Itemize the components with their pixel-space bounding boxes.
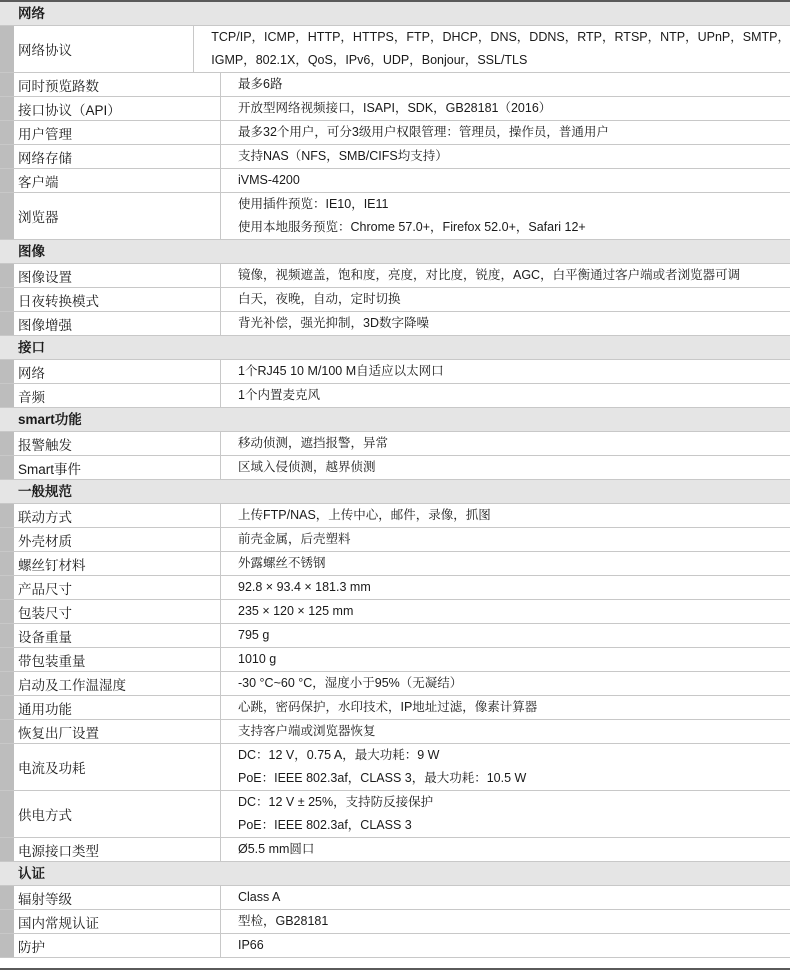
spec-value-line: 上传FTP/NAS，上传中心，邮件，录像，抓图 <box>238 508 491 522</box>
spec-label: 产品尺寸 <box>0 576 220 599</box>
spec-value-line: iVMS-4200 <box>238 173 300 187</box>
spec-label: 包装尺寸 <box>0 600 220 623</box>
spec-label: 网络协议 <box>0 26 193 72</box>
spec-label: 浏览器 <box>0 193 220 239</box>
spec-value-line: 白天，夜晚，自动，定时切换 <box>238 292 401 306</box>
spec-label: 图像增强 <box>0 312 220 335</box>
spec-value-line: 移动侦测，遮挡报警，异常 <box>238 436 389 450</box>
section-title: smart功能 <box>18 412 82 427</box>
spec-row <box>0 97 790 121</box>
spec-label: 网络 <box>0 360 220 383</box>
spec-value-line: IGMP，802.1X，QoS，IPv6，UDP，Bonjour，SSL/TLS <box>211 53 528 67</box>
spec-row <box>0 360 790 384</box>
spec-value <box>220 600 790 623</box>
spec-value-line: 支持NAS（NFS，SMB/CIFS均支持） <box>238 149 448 163</box>
spec-value <box>220 934 790 957</box>
spec-label: 外壳材质 <box>0 528 220 551</box>
spec-value <box>193 26 790 72</box>
spec-value-line: 区域入侵侦测，越界侦测 <box>238 460 376 474</box>
spec-value-line: 型检，GB28181 <box>238 914 329 928</box>
section-header <box>0 240 790 264</box>
spec-label: 网络存储 <box>0 145 220 168</box>
spec-value-line: 支持客户端或浏览器恢复 <box>238 724 376 738</box>
spec-value-line: 外露螺丝不锈钢 <box>238 556 326 570</box>
spec-value-line: IP66 <box>238 938 264 952</box>
spec-row <box>0 528 790 552</box>
spec-row <box>0 910 790 934</box>
spec-row <box>0 838 790 862</box>
section-title: 网络 <box>18 6 45 21</box>
spec-row <box>0 720 790 744</box>
spec-value <box>220 432 790 455</box>
spec-row <box>0 312 790 336</box>
spec-value-line: TCP/IP，ICMP，HTTP，HTTPS，FTP，DHCP，DNS，DDNS，RTP，RTSP，NTP，UPnP，SMTP， <box>211 30 790 44</box>
spec-value <box>220 193 790 239</box>
spec-row <box>0 600 790 624</box>
spec-value-line: -30 °C~60 °C，湿度小于95%（无凝结） <box>238 676 463 690</box>
spec-value <box>220 648 790 671</box>
spec-row <box>0 264 790 288</box>
spec-value-line: Class A <box>238 890 281 904</box>
spec-value-line: PoE：IEEE 802.3af，CLASS 3 <box>238 818 412 832</box>
spec-row <box>0 504 790 528</box>
section-title: 接口 <box>18 340 45 355</box>
spec-label: 恢复出厂设置 <box>0 720 220 743</box>
spec-row <box>0 432 790 456</box>
spec-label: 设备重量 <box>0 624 220 647</box>
spec-value <box>220 97 790 120</box>
spec-row <box>0 193 790 240</box>
spec-label: 接口协议（API） <box>0 97 220 120</box>
spec-row <box>0 73 790 97</box>
spec-row <box>0 624 790 648</box>
spec-row <box>0 456 790 480</box>
spec-value-line: 最多32个用户，可分3级用户权限管理：管理员，操作员，普通用户 <box>238 125 609 139</box>
spec-label: 通用功能 <box>0 696 220 719</box>
spec-value <box>220 838 790 861</box>
spec-value <box>220 528 790 551</box>
section-title: 图像 <box>18 244 45 259</box>
spec-value <box>220 456 790 479</box>
spec-value-line: 1个RJ45 10 M/100 M自适应以太网口 <box>238 364 444 378</box>
spec-row <box>0 696 790 720</box>
spec-label: 日夜转换模式 <box>0 288 220 311</box>
spec-value <box>220 121 790 144</box>
spec-value <box>220 169 790 192</box>
spec-value-line: 1010 g <box>238 652 277 666</box>
section-header <box>0 408 790 432</box>
spec-value <box>220 886 790 909</box>
spec-label: 电流及功耗 <box>0 744 220 790</box>
spec-value <box>220 288 790 311</box>
spec-row <box>0 26 790 73</box>
section-header <box>0 2 790 26</box>
spec-value-line: DC：12 V，0.75 A，最大功耗：9 W <box>238 748 440 762</box>
spec-value-line: 235 × 120 × 125 mm <box>238 604 354 618</box>
spec-value <box>220 910 790 933</box>
spec-value-line: 背光补偿，强光抑制，3D数字降噪 <box>238 316 429 330</box>
spec-row <box>0 791 790 838</box>
spec-row <box>0 121 790 145</box>
spec-row <box>0 384 790 408</box>
spec-value-line: 使用本地服务预览：Chrome 57.0+，Firefox 52.0+，Safari 12+ <box>238 220 586 234</box>
spec-label: 同时预览路数 <box>0 73 220 96</box>
section-title: 一般规范 <box>18 484 72 499</box>
spec-value-line: 开放型网络视频接口，ISAPI，SDK，GB28181（2016） <box>238 101 552 115</box>
spec-value <box>220 312 790 335</box>
spec-label: 供电方式 <box>0 791 220 837</box>
spec-value-line: DC：12 V ± 25%，支持防反接保护 <box>238 795 434 809</box>
spec-value <box>220 145 790 168</box>
spec-row <box>0 288 790 312</box>
spec-value <box>220 504 790 527</box>
spec-value-line: 795 g <box>238 628 270 642</box>
spec-row <box>0 934 790 958</box>
spec-label: 防护 <box>0 934 220 957</box>
spec-row <box>0 169 790 193</box>
spec-row <box>0 886 790 910</box>
spec-value <box>220 360 790 383</box>
spec-label: 图像设置 <box>0 264 220 287</box>
spec-value <box>220 672 790 695</box>
spec-label: 辐射等级 <box>0 886 220 909</box>
spec-row <box>0 552 790 576</box>
spec-row <box>0 576 790 600</box>
spec-label: 启动及工作温湿度 <box>0 672 220 695</box>
spec-label: 带包装重量 <box>0 648 220 671</box>
spec-value-line: 心跳，密码保护，水印技术，IP地址过滤，像素计算器 <box>238 700 538 714</box>
spec-value <box>220 576 790 599</box>
section-header <box>0 862 790 886</box>
spec-value <box>220 552 790 575</box>
section-title: 认证 <box>18 866 45 881</box>
spec-value-line: PoE：IEEE 802.3af，CLASS 3，最大功耗：10.5 W <box>238 771 527 785</box>
spec-value <box>220 264 790 287</box>
spec-value <box>220 73 790 96</box>
spec-value-line: 镜像，视频遮盖，饱和度，亮度，对比度，锐度，AGC，白平衡通过客户端或者浏览器可调 <box>238 268 741 282</box>
spec-label: 用户管理 <box>0 121 220 144</box>
spec-value-line: 最多6路 <box>238 77 283 91</box>
spec-label: 螺丝钉材料 <box>0 552 220 575</box>
spec-value-line: Ø5.5 mm圆口 <box>238 842 315 856</box>
spec-row <box>0 648 790 672</box>
spec-value <box>220 744 790 790</box>
spec-label: 音频 <box>0 384 220 407</box>
spec-value <box>220 791 790 837</box>
spec-row <box>0 744 790 791</box>
spec-label: 国内常规认证 <box>0 910 220 933</box>
spec-value-line: 前壳金属，后壳塑料 <box>238 532 351 546</box>
spec-row <box>0 145 790 169</box>
spec-value-line: 使用插件预览：IE10，IE11 <box>238 197 389 211</box>
spec-value <box>220 696 790 719</box>
section-header <box>0 336 790 360</box>
spec-value <box>220 624 790 647</box>
spec-value-line: 1个内置麦克风 <box>238 388 320 402</box>
spec-label: 电源接口类型 <box>0 838 220 861</box>
spec-label: 客户端 <box>0 169 220 192</box>
spec-value-line: 92.8 × 93.4 × 181.3 mm <box>238 580 371 594</box>
spec-label: 联动方式 <box>0 504 220 527</box>
spec-label: 报警触发 <box>0 432 220 455</box>
spec-value <box>220 720 790 743</box>
spec-row <box>0 672 790 696</box>
spec-value <box>220 384 790 407</box>
spec-label: Smart事件 <box>0 456 220 479</box>
section-header <box>0 480 790 504</box>
